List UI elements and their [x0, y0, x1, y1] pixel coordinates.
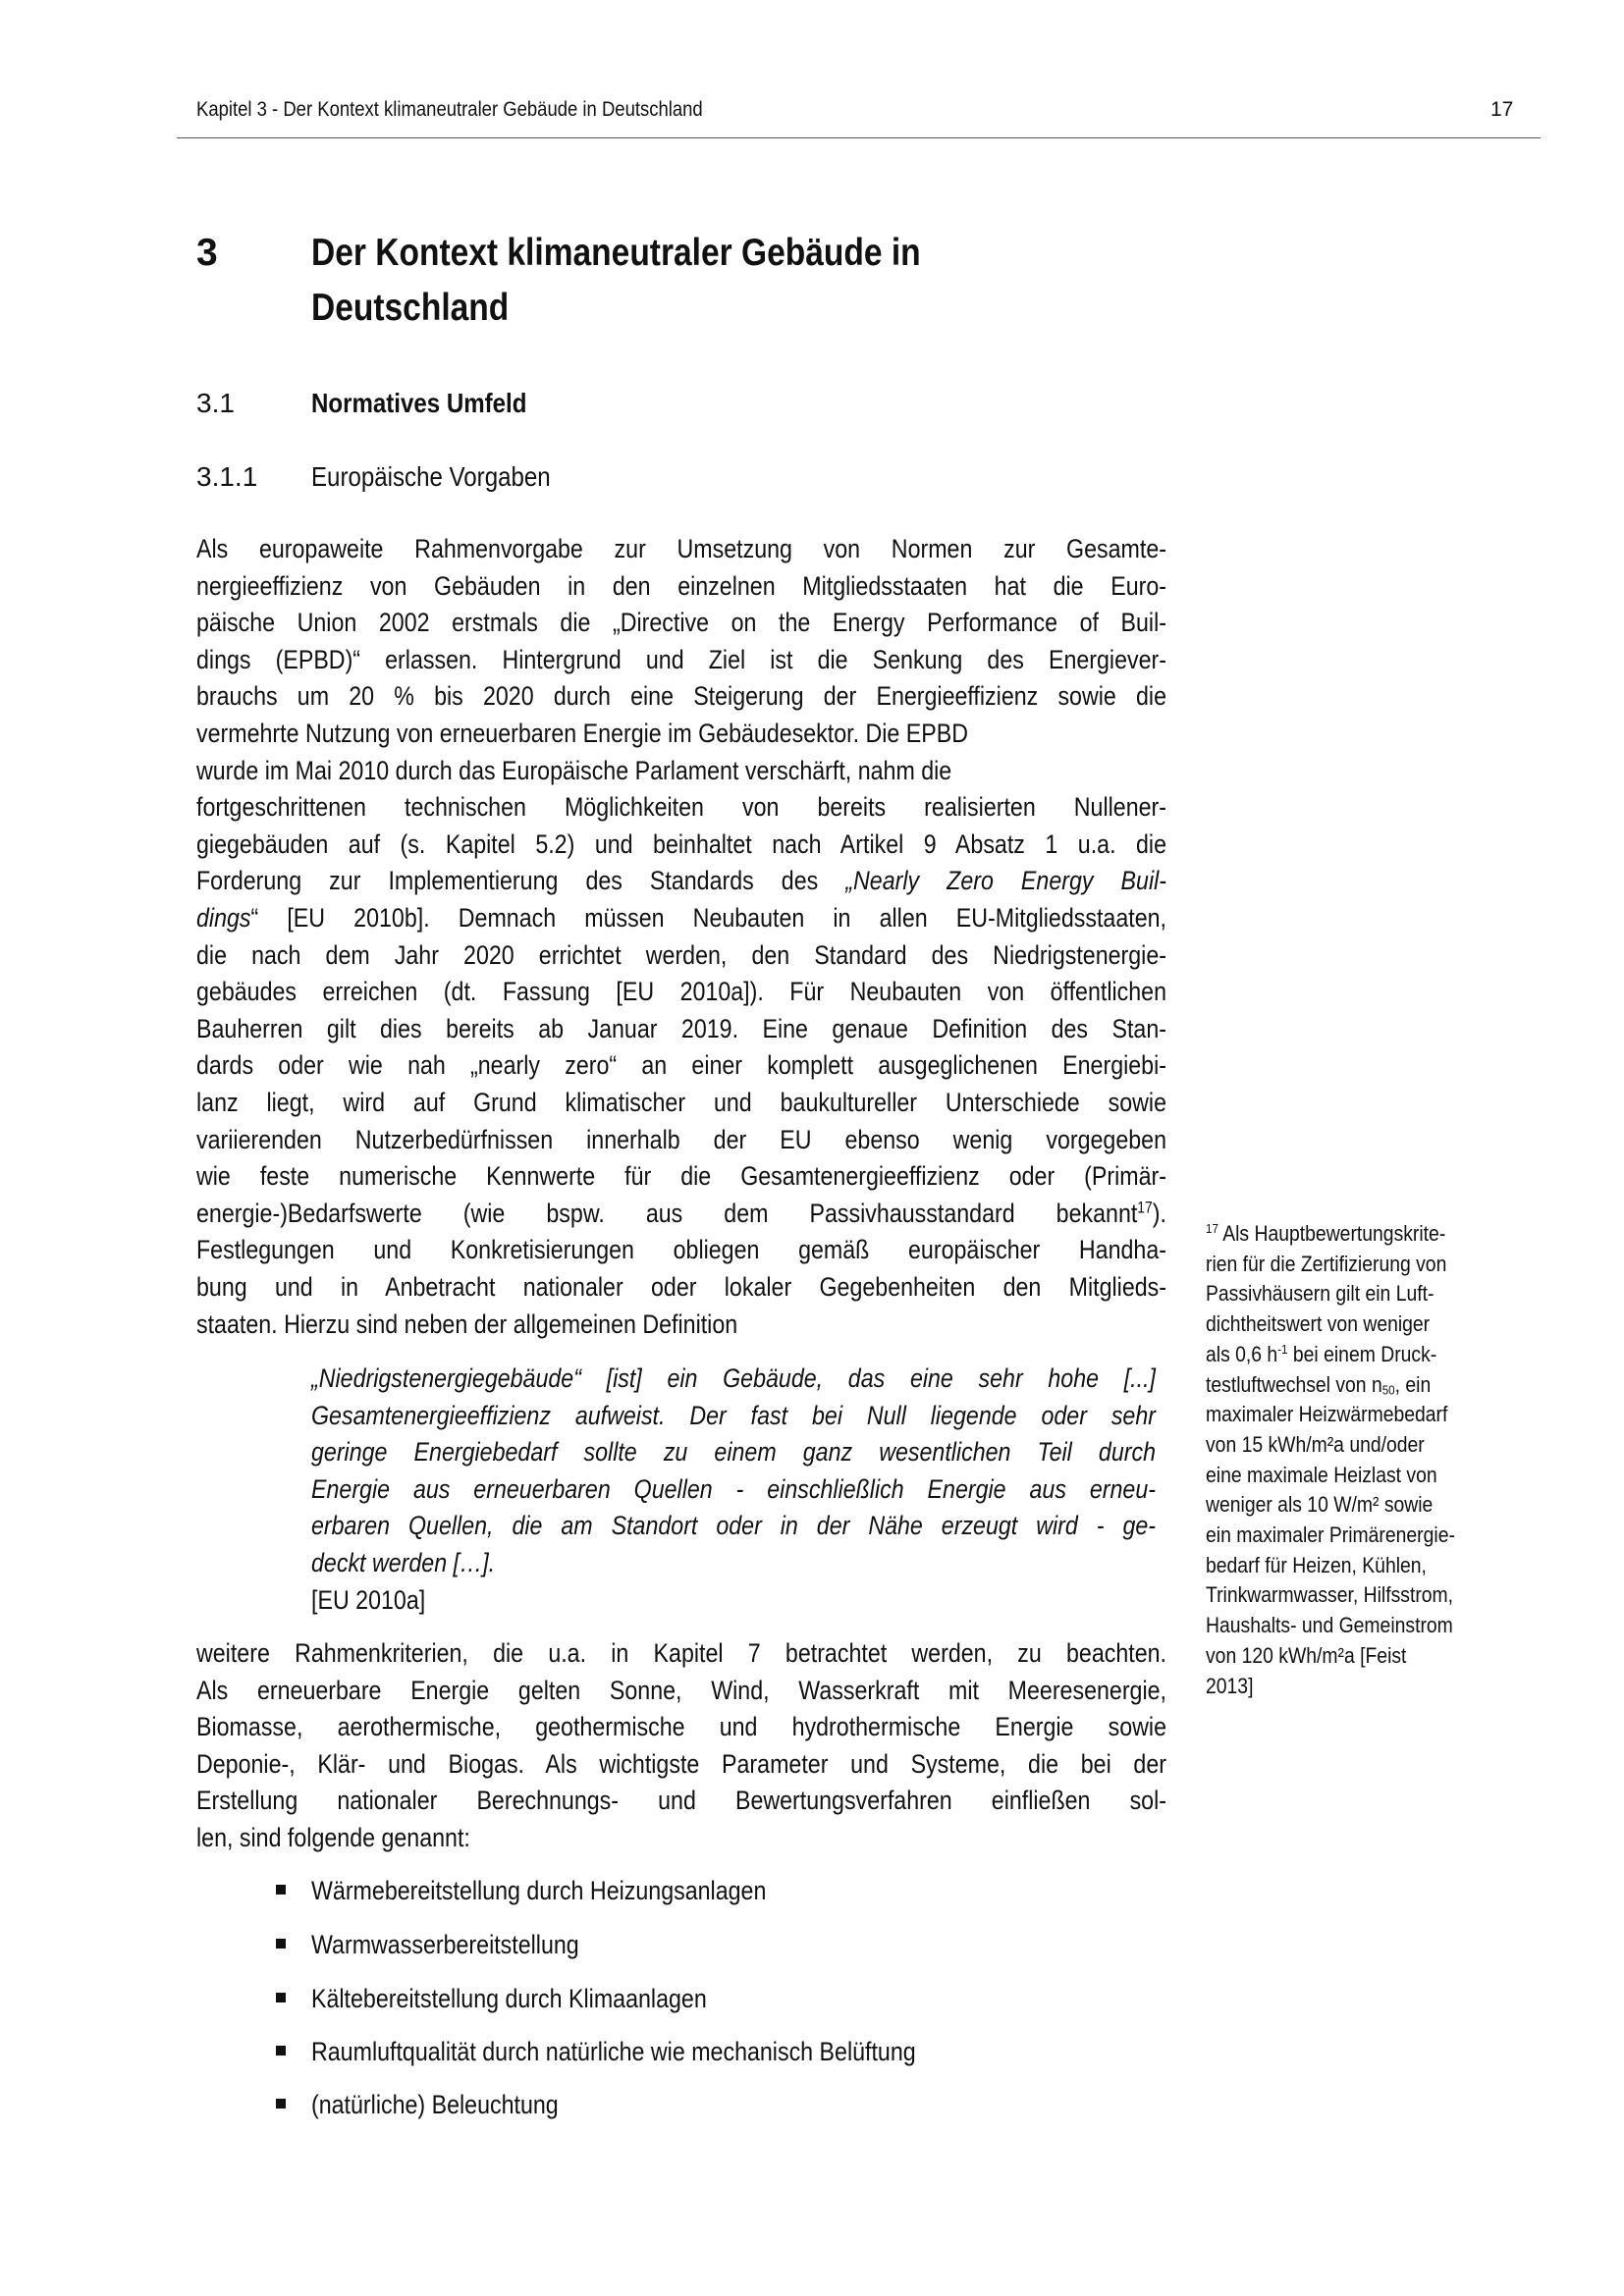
text-run: energie-)Bedarfswerte (wie bspw. aus dem Passivhausstandard bekannt	[196, 1198, 1138, 1228]
footnote-line	[1206, 1671, 1520, 1701]
paragraph1-line	[196, 826, 1166, 863]
paragraph1-line	[196, 567, 1166, 605]
text-run: die nach dem Jahr 2020 errichtet werden, den Standard des Niedrigstenergie-	[196, 939, 1166, 970]
paragraph1-line	[196, 641, 1166, 678]
quote-line	[311, 1507, 1156, 1544]
text-run: bedarf für Heizen, Kühlen,	[1206, 1552, 1427, 1577]
footnote-line	[1206, 1429, 1520, 1460]
text-run: Biomasse, aerothermische, geothermische und hydrothermische Energie sowie	[196, 1712, 1166, 1742]
text-run: eine maximale Heizlast von	[1206, 1462, 1437, 1487]
running-header-title: Kapitel 3 - Der Kontext klimaneutraler Gebäude in Deutschland	[196, 98, 703, 121]
paragraph1-line	[196, 1010, 1166, 1047]
text-run: von 15 kWh/m²a und/oder	[1206, 1431, 1425, 1457]
subsection-number: 3.1.1	[196, 461, 258, 492]
chapter-number: 3	[196, 232, 218, 274]
paragraph1-line	[196, 1268, 1166, 1306]
paragraph1-line	[196, 1084, 1166, 1121]
quote-line	[311, 1360, 1156, 1397]
paragraph2-line	[196, 1672, 1166, 1709]
paragraph1-line	[196, 973, 1166, 1010]
italic-text: erbaren Quellen, die am Standort oder in der Nähe erzeugt wird - ge-	[311, 1511, 1156, 1541]
footnote-line	[1206, 1489, 1520, 1520]
paragraph1-line	[196, 1046, 1166, 1084]
paragraph1-line	[196, 715, 1166, 752]
footnote-line	[1206, 1249, 1520, 1279]
footnote-line	[1206, 1339, 1520, 1369]
footnote-line	[1206, 1399, 1520, 1429]
text-run: brauchs um 20 % bis 2020 durch eine Steigerung der Energieeffizienz sowie die	[196, 681, 1166, 712]
text-run: ).	[1152, 1198, 1166, 1228]
text-run: Passivhäusern gilt ein Luft-	[1206, 1281, 1435, 1307]
text-run: len, sind folgende genannt:	[196, 1823, 470, 1852]
text-run: Bauherren gilt dies bereits ab Januar 2019. Eine genaue Definition des Stan-	[196, 1013, 1166, 1043]
italic-text: „Niedrigstenergiegebäude“ [ist] ein Gebäude, das eine sehr hohe [...]	[311, 1363, 1156, 1393]
text-run: päische Union 2002 erstmals die „Directive on the Energy Performance of Buil-	[196, 608, 1166, 638]
text-run: , ein	[1394, 1371, 1432, 1397]
paragraph1-line	[196, 1195, 1166, 1232]
chapter-title-line1: Der Kontext klimaneutraler Gebäude in	[311, 232, 921, 274]
italic-text: geringe Energiebedarf sollte zu einem ganz wesentlichen Teil durch	[311, 1437, 1156, 1468]
quote-line	[311, 1581, 1156, 1619]
text-run: lanz liegt, wird auf Grund klimatischer und baukultureller Unterschiede sowie	[196, 1088, 1166, 1117]
list-item: Kältebereitstellung durch Klimaanlagen	[311, 1984, 707, 2013]
text-run: bei einem Druck-	[1287, 1341, 1437, 1366]
text-run: weniger als 10 W/m² sowie	[1206, 1492, 1434, 1518]
text-run: testluftwechsel von n	[1206, 1371, 1382, 1397]
quote-line	[311, 1433, 1156, 1470]
subsection-title: Europäische Vorgaben	[311, 461, 551, 492]
text-run: dichtheitswert von weniger	[1206, 1311, 1431, 1337]
text-run: Haushalts- und Gemeinstrom	[1206, 1613, 1453, 1638]
quote-line	[311, 1397, 1156, 1434]
list-item: Warmwasserbereitstellung	[311, 1930, 579, 1959]
paragraph1-line	[196, 788, 1166, 826]
paragraph1-line	[196, 862, 1166, 899]
text-run: Erstellung nationaler Berechnungs- und Bewertungsverfahren einfließen sol-	[196, 1786, 1166, 1816]
text-run: dings (EPBD)“ erlassen. Hintergrund und Ziel ist die Senkung des Energiever-	[196, 644, 1166, 674]
text-run: Trinkwarmwasser, Hilfsstrom,	[1206, 1582, 1454, 1608]
italic-text: Gesamtenergieeffizienz aufweist. Der fast bei Null liegende oder sehr	[311, 1400, 1156, 1430]
paragraph1-line	[196, 899, 1166, 936]
bullet-marker-icon	[276, 1939, 286, 1949]
superscript: -1	[1277, 1341, 1288, 1357]
text-run: wie feste numerische Kennwerte für die Gesamtenergieeffizienz oder (Primär-	[196, 1161, 1166, 1192]
text-run: Deponie-, Klär- und Biogas. Als wichtigste Parameter und Systeme, die bei der	[196, 1748, 1166, 1779]
page-number: 17	[1490, 98, 1514, 121]
text-run: nergieeffizienz von Gebäuden in den einzelnen Mitgliedsstaaten hat die Euro-	[196, 570, 1166, 601]
quote-line	[311, 1544, 1156, 1581]
text-run: Forderung zur Implementierung des Standards des	[196, 866, 846, 896]
text-run: variierenden Nutzerbedürfnissen innerhalb der EU ebenso wenig vorgegeben	[196, 1124, 1166, 1154]
list-item: Wärmebereitstellung durch Heizungsanlagen	[311, 1876, 767, 1905]
header-divider	[177, 137, 1541, 138]
text-run: gebäudes erreichen (dt. Fassung [EU 2010a]). Für Neubauten von öffentlichen	[196, 977, 1166, 1007]
paragraph1-line	[196, 530, 1166, 567]
text-run: fortgeschrittenen technischen Möglichkeiten von bereits realisierten Nullener-	[196, 792, 1166, 823]
paragraph1-line	[196, 604, 1166, 641]
quote-line	[311, 1470, 1156, 1508]
text-run: Festlegungen und Konkretisierungen obliegen gemäß europäischer Handha-	[196, 1235, 1166, 1265]
text-run: weitere Rahmenkriterien, die u.a. in Kapitel 7 betrachtet werden, zu beachten.	[196, 1638, 1166, 1668]
list-item: Raumluftqualität durch natürliche wie mechanisch Belüftung	[311, 2037, 916, 2066]
paragraph2-line	[196, 1819, 1166, 1856]
paragraph1-line	[196, 752, 1166, 789]
section-title: Normatives Umfeld	[311, 388, 527, 418]
text-run: rien für die Zertifizierung von	[1206, 1251, 1447, 1276]
chapter-title-line2: Deutschland	[311, 287, 510, 329]
paragraph1-line	[196, 936, 1166, 974]
paragraph1-line	[196, 1231, 1166, 1268]
footnote-line	[1206, 1460, 1520, 1490]
text-run: Als Hauptbewertungskrite-	[1218, 1221, 1446, 1246]
text-run: Als erneuerbare Energie gelten Sonne, Wind, Wasserkraft mit Meeresenergie,	[196, 1675, 1166, 1705]
superscript: 17	[1137, 1199, 1153, 1217]
text-run: bung und in Anbetracht nationaler oder lokaler Gegebenheiten den Mitglieds-	[196, 1272, 1166, 1302]
subscript: 50	[1381, 1382, 1395, 1398]
paragraph2-line	[196, 1745, 1166, 1783]
text-run: maximaler Heizwärmebedarf	[1206, 1402, 1448, 1427]
text-run: 2013]	[1206, 1673, 1254, 1698]
bullet-marker-icon	[276, 2099, 286, 2109]
bullet-marker-icon	[276, 1993, 286, 2002]
text-run: “ [EU 2010b]. Demnach müssen Neubauten in allen EU-Mitgliedsstaaten,	[250, 903, 1166, 933]
footnote-line	[1206, 1218, 1520, 1249]
footnote-line	[1206, 1550, 1520, 1580]
footnote-line	[1206, 1579, 1520, 1610]
italic-text: „Nearly Zero Energy Buil-	[845, 866, 1167, 896]
paragraph1-line	[196, 1121, 1166, 1158]
text-run: wurde im Mai 2010 durch das Europäische Parlament verschärft, nahm die	[196, 755, 952, 785]
text-run: giegebäuden auf (s. Kapitel 5.2) und beinhaltet nach Artikel 9 Absatz 1 u.a. die	[196, 828, 1166, 859]
italic-text: deckt werden […].	[311, 1548, 496, 1577]
text-run: Als europaweite Rahmenvorgabe zur Umsetzung von Normen zur Gesamte-	[196, 534, 1166, 563]
paragraph1-line	[196, 677, 1166, 715]
italic-text: dings	[196, 903, 251, 933]
text-run: dards oder wie nah „nearly zero“ an einer komplett ausgeglichenen Energiebi-	[196, 1050, 1166, 1081]
text-run: [EU 2010a]	[311, 1584, 426, 1615]
footnote-line	[1206, 1308, 1520, 1339]
text-run: als 0,6 h	[1206, 1341, 1278, 1366]
italic-text: Energie aus erneuerbaren Quellen - einschließlich Energie aus erneu-	[311, 1473, 1156, 1504]
footnote-line	[1206, 1640, 1520, 1671]
text-run: vermehrte Nutzung von erneuerbaren Energie im Gebäudesektor. Die EPBD	[196, 719, 969, 748]
footnote-line	[1206, 1369, 1520, 1400]
list-item: (natürliche) Beleuchtung	[311, 2090, 559, 2119]
footnote-line	[1206, 1520, 1520, 1550]
bullet-marker-icon	[276, 2046, 286, 2056]
footnote-line	[1206, 1610, 1520, 1640]
paragraph2-line	[196, 1782, 1166, 1819]
footnote-line	[1206, 1278, 1520, 1308]
bullet-marker-icon	[276, 1885, 286, 1895]
paragraph1-line	[196, 1157, 1166, 1195]
text-run: von 120 kWh/m²a [Feist	[1206, 1642, 1407, 1668]
text-run: staaten. Hierzu sind neben der allgemeinen Definition	[196, 1308, 738, 1339]
section-number: 3.1	[196, 388, 235, 418]
superscript: 17	[1206, 1221, 1218, 1237]
paragraph1-line	[196, 1306, 1166, 1343]
paragraph2-line	[196, 1708, 1166, 1745]
text-run: ein maximaler Primärenergie-	[1206, 1522, 1455, 1547]
paragraph2-line	[196, 1634, 1166, 1672]
